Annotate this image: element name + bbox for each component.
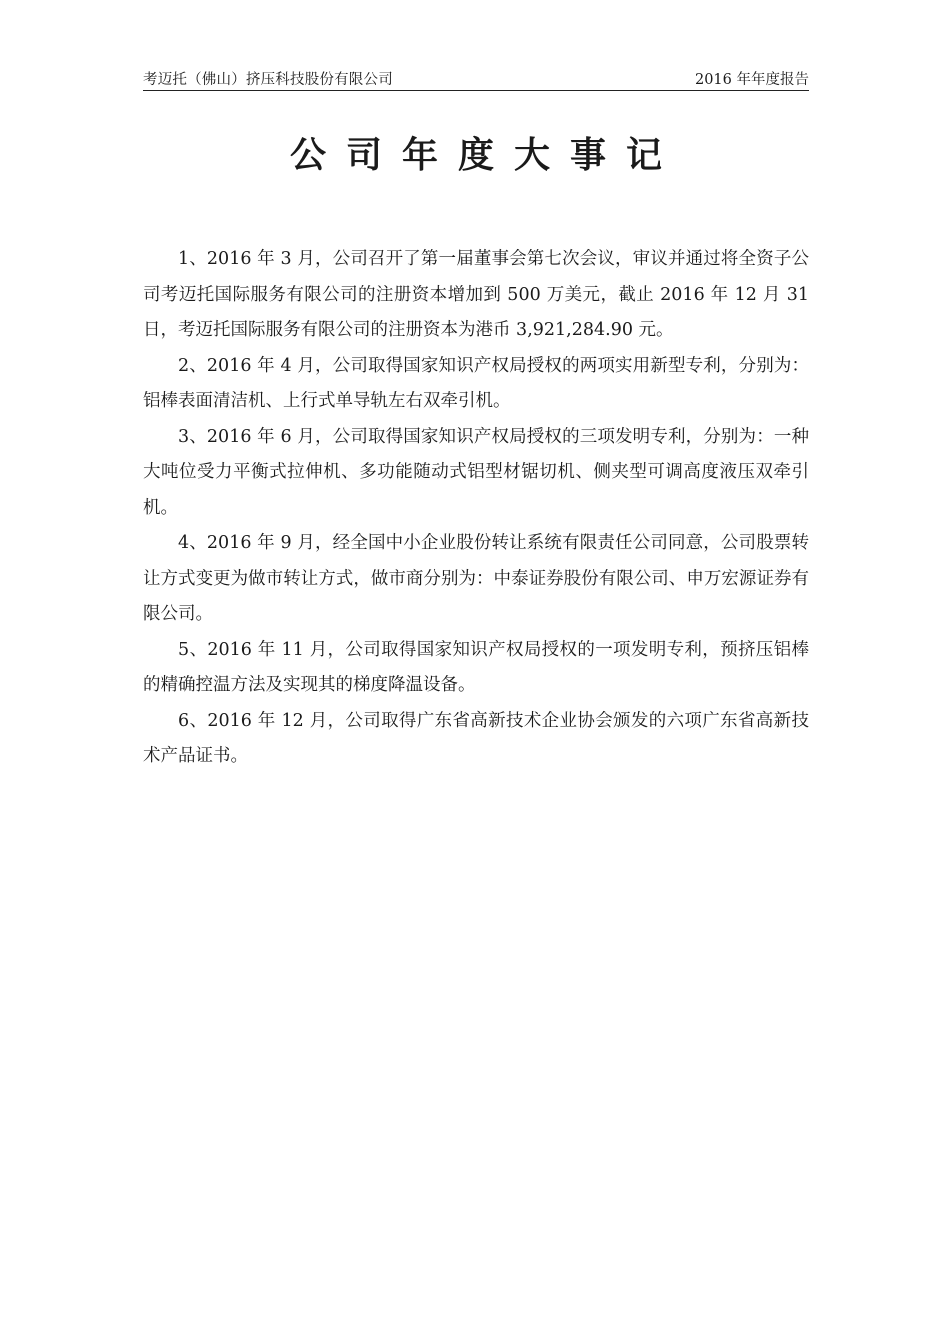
header-company-name: 考迈托（佛山）挤压科技股份有限公司 [143, 72, 393, 88]
event-item-3: 3、2016 年 6 月，公司取得国家知识产权局授权的三项发明专利，分别为：一种大吨位受力平衡式拉伸机、多功能随动式铝型材锯切机、侧夹型可调高度液压双牵引机。 [143, 426, 809, 518]
event-item-4: 4、2016 年 9 月，经全国中小企业股份转让系统有限责任公司同意，公司股票转让方式变更为做市转让方式，做市商分别为：中泰证券股份有限公司、申万宏源证券有限公司。 [143, 533, 809, 624]
header-report-label: 2016 年年度报告 [694, 72, 809, 88]
event-item-2: 2、2016 年 4 月，公司取得国家知识产权局授权的两项实用新型专利，分别为：铝棒表面清洁机、上行式单导轨左右双牵引机。 [143, 355, 809, 411]
events-list [143, 242, 809, 775]
event-item-6: 6、2016 年 12 月，公司取得广东省高新技术企业协会颁发的六项广东省高新技术产品证书。 [143, 710, 809, 766]
event-item-5: 5、2016 年 11 月，公司取得国家知识产权局授权的一项发明专利，预挤压铝棒的精确控温方法及实现其的梯度降温设备。 [143, 639, 809, 695]
event-item-1: 1、2016 年 3 月，公司召开了第一届董事会第七次会议，审议并通过将全资子公司考迈托国际服务有限公司的注册资本增加到 500 万美元，截止 2016 年 12 月 31 日，考迈托国际服务有限公司的注册资本为港币 3,921,284.90 元。 [143, 249, 809, 340]
page-title: 公司年度大事记 [289, 135, 682, 176]
page-header [143, 66, 809, 91]
